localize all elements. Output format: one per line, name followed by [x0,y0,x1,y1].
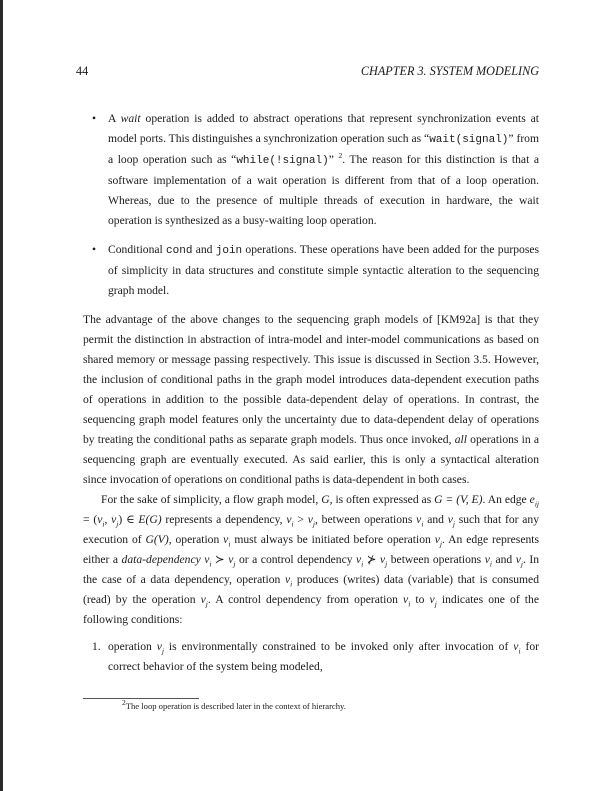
scan-edge [0,0,3,791]
paragraph-advantage: The advantage of the above changes to the sequencing graph models of [KM92a] is that they permit the distinction in abstraction of intra-model and inter-model communications as based on shared memory or message passing respectively. This issue is discussed in Section 3.5. However, the inclusion of conditional paths in the graph model introduces data-dependent execution paths of operations in addition to the possible data-dependent delay of operations. In contrast, the sequencing graph model features only the uncertainty due to data-dependent delay of operations by treating the conditional paths as separate graph models. Thus once invoked, all operations in a sequencing graph are eventually executed. As said earlier, this is only a syntactical alteration since invocation of operations on conditional paths is data-dependent in both cases. [83,313,540,486]
footnote-text: The loop operation is described later in the context of hierarchy. [125,701,346,711]
enum-number: 1. [92,640,101,653]
page-header [76,64,539,80]
bullet-icon: • [92,243,97,256]
page-body [83,109,539,677]
footnote-mark: 2 [338,151,343,161]
code-cond: cond [166,245,193,257]
page-number: 44 [76,64,89,78]
emphasis-wait: wait [120,112,141,125]
code-while-signal: while(!signal) [236,155,329,167]
code-wait-signal: wait(signal) [429,134,509,146]
emphasis-all: all [454,433,467,446]
footnote-rule [83,698,199,699]
footnote-number: 2 [122,698,126,708]
bullet-item-wait: • A wait operation is added to abstract operations that represent synchronization events at model ports. This distinguishes a synchronization operation such as “wait(signal)” from a loop operation such as “while(!signal)” $^2$. The reason for this distinction is that a software implementation of a wait operation is different from that of a loop operation. Whereas, due to the presence of multiple threads of execution in hardware, the wait operation is synthesized as a busy-waiting loop operation. [83,109,539,231]
enum-item-1: 1. operation $v_j$ is environmentally constrained to be invoked only after invocation of $v_i$ for correct behavior of the system being modeled, [83,637,539,677]
running-head: CHAPTER 3. SYSTEM MODELING [360,64,539,78]
bullet-icon: • [92,112,97,125]
bullet-item-cond-join: • Conditional cond and join operations. These operations have been added for the purposes of simplicity in data structures and constitute simple syntactic alteration to the sequencing graph model. [83,240,539,301]
code-join: join [215,245,243,257]
footnote [122,700,346,712]
paragraph-flow-graph: For the sake of simplicity, a flow graph model, G, is often expressed as G = (V, E). An edge $e_{ij} = (v_i$, $v_j$) ∈ E(G) represents a dependency, $v_i > v_j$, between operations $v_i$ and $v_j$ such that for any execution of G(V), operation $v_i$ must always be initiated before operation $v_j$. An edge represents either a data-dependency $v_i$ ≻ $v_j$ or a control dependency $v_i$ ⊁ $v_j$ between operations $v_i$ and $v_j$. In the case of a data dependency, operation $v_i$ produces (writes) data (variable) that is consumed (read) by the operation $v_j$. A control dependency from operation $v_i$ to $v_j$ indicates one of the following conditions: [83,493,539,626]
